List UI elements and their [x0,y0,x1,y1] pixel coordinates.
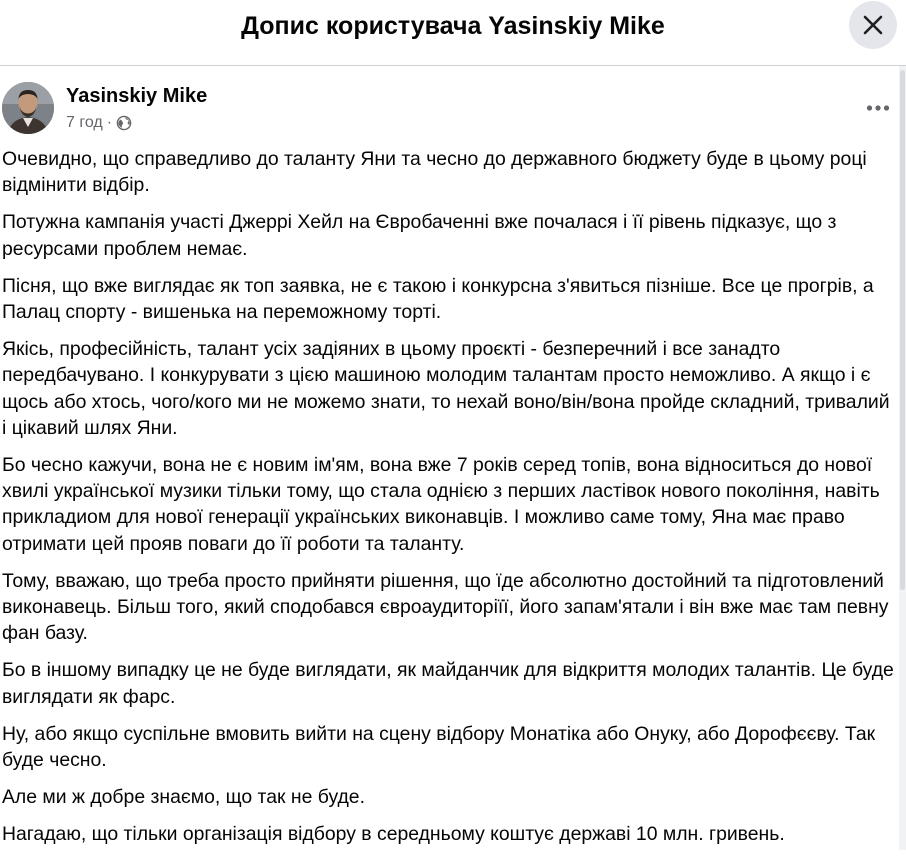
avatar-photo [2,82,54,134]
post-paragraph: Ну, або якщо суспільне вмовить вийти на сцену відбору Монатіка або Онуку, або Дорофєєву. Так буде чесно. [2,722,876,772]
post-paragraph: Тому, вважаю, що треба просто прийняти рішення, що їде абсолютно достойний та підготовлений виконавець. Більш того, який сподобався євроаудиторіїї, його запам'ятали і він вже має там певну фан базу. [2,569,889,645]
dialog-title: Допис користувача Yasinskiy Mike [241,12,665,40]
close-button[interactable] [849,1,897,49]
post-header [0,80,898,142]
post-paragraph: Нагадаю, що тільки організація відбору в середньому коштує державі 10 млн. гривень. [2,823,785,846]
post-meta [66,112,132,134]
scrollbar-thumb[interactable] [900,70,905,590]
post-paragraph: Бо чесно кажучи, вона не є новим ім'ям, вона вже 7 років серед топів, вона відноситься до нової хвилі української музики тільки тому, що стала однією з перших ластівок нового покоління, навіть прикладиом для нової генерації українських виконавців. І можливо саме тому, Яна має право отримати цей прояв поваги до її роботи та таланту. [2,454,880,555]
post-paragraph: Бо в іншому випадку це не буде виглядати, як майданчик для відкриття молодих талантів. Це буде виглядати як фарс. [2,659,894,708]
avatar[interactable] [2,82,54,134]
author-name[interactable]: Yasinskiy Mike [66,85,208,107]
more-options-button[interactable] [860,94,896,122]
post-paragraph: Якісь, професійність, талант усіх задіяних в цьому проєкті - безперечний і все занадто передбачувано. І конкурувати з цією машиною молодим талантам просто неможливо. А якщо і є щось або хтось, чого/кого ми не можемо знати, то нехай воно/він/вона пройде складний, тривалий і цікавий шлях Яни. [2,338,890,439]
post-paragraph: Пісня, що вже виглядає як топ заявка, не є такою і конкурсна з'явиться пізніше. Все це прогрів, а Палац спорту - вишенька на переможному торті. [2,274,874,324]
more-horizontal-icon [866,104,890,112]
post-text [2,146,898,859]
dialog-header [0,0,906,66]
close-icon [862,14,884,36]
post-timestamp[interactable]: 7 год [66,114,103,131]
post-paragraph: Потужна кампанія участі Джеррі Хейл на Євробаченні вже почалася і її рівень підказує, що з ресурсами проблем немає. [2,211,837,260]
globe-icon[interactable] [116,115,132,131]
post-paragraph: Але ми ж добре знаємо, що так не буде. [2,786,365,809]
meta-separator: · [106,114,113,131]
post-paragraph: Очевидно, що справедливо до таланту Яни та чесно до державного бюджету буде в цьому році відмінити відбір. [2,148,867,197]
